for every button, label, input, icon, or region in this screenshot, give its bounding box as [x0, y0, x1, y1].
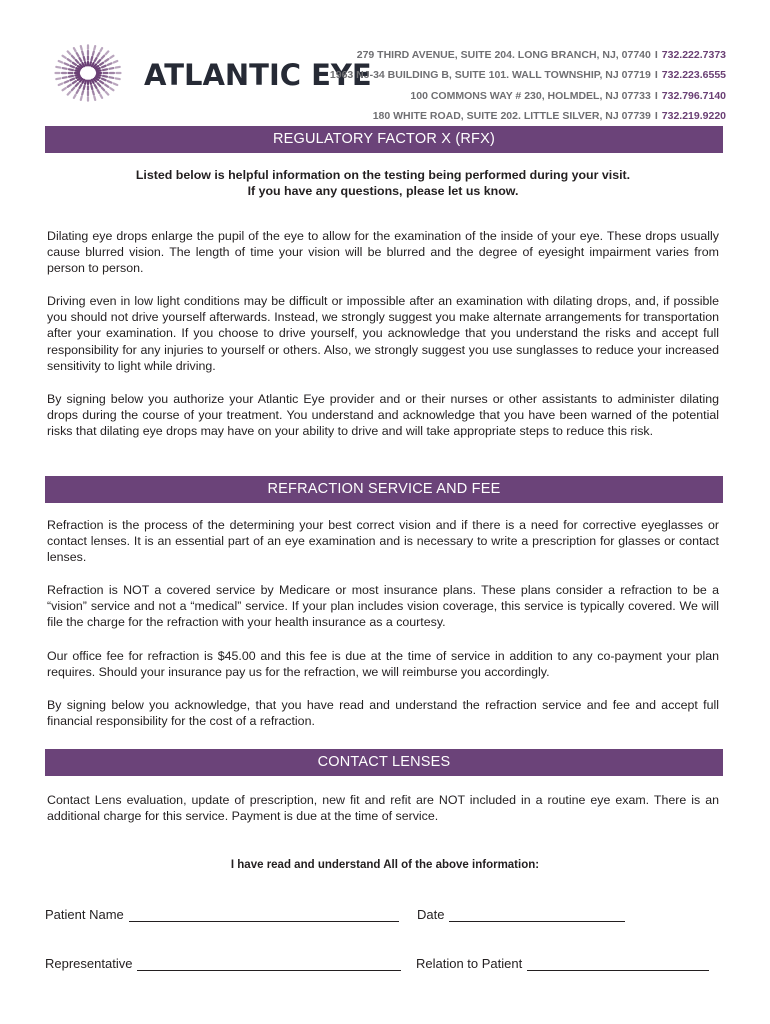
refraction-paragraph-1: Refraction is the process of the determining your best correct vision and if there is a need for corrective eyeglasses or contact lenses. It is an essential part of an eye examination and is necessary to write a prescription for glasses or contact lenses.	[47, 518, 719, 565]
intro-text	[47, 167, 719, 199]
refraction-paragraph-4: By signing below you acknowledge, that you have read and understand the refraction service and fee and accept full financial responsibility for the cost of a refraction.	[47, 698, 719, 729]
relation-label: Relation to Patient	[416, 956, 523, 971]
address-line: 279 THIRD AVENUE, SUITE 204. LONG BRANCH, NJ, 07740 I 732.222.7373	[356, 49, 726, 61]
section-title-refraction: REFRACTION SERVICE AND FEE	[45, 476, 723, 503]
logo-text: ATLANTIC EYE	[144, 58, 372, 92]
acknowledgement-statement: I have read and understand All of the above information:	[230, 859, 540, 871]
patient-name-field[interactable]	[45, 907, 399, 922]
phone-number: 732.222.7373	[661, 49, 726, 61]
sunburst-eye-icon	[44, 40, 140, 110]
patient-name-line[interactable]	[129, 907, 399, 922]
representative-field[interactable]	[45, 956, 401, 971]
phone-number: 732.796.7140	[661, 89, 726, 102]
address-line: 180 WHITE ROAD, SUITE 202. LITTLE SILVER, NJ 07739 I 732.219.9220	[372, 109, 726, 122]
contacts-paragraph-1: Contact Lens evaluation, update of prescription, new fit and refit are NOT included in a routine eye exam. There is an additional charge for this service. Payment is due at the time of service.	[47, 793, 719, 824]
rfx-paragraph-2: Driving even in low light conditions may be difficult or impossible after an examination with dilating drops, and, if possible you should not drive yourself afterwards. Instead, we strongly suggest you make alternate arrangements for transportation after your examination. If you choose to drive yourself, you acknowledge that you understand the risks and accept full responsibility for any injuries to yourself or others. Also, we strongly suggest you use sunglasses to reduce your increased sensitivity to light while driving.	[47, 294, 719, 373]
address-line: 100 COMMONS WAY # 230, HOLMDEL, NJ 07733 I 732.796.7140	[410, 89, 726, 102]
office-addresses	[306, 45, 726, 126]
date-label: Date	[417, 907, 445, 922]
representative-label: Representative	[45, 956, 133, 971]
rfx-paragraph-3: By signing below you authorize your Atlantic Eye provider and or their nurses or other assistants to administer dilating drops during the course of your treatment. You understand and acknowledge that you have been warned of the potential risks that dilating eye drops may have on your ability to drive and will take appropriate steps to reduce this risk.	[47, 392, 719, 439]
representative-line[interactable]	[137, 956, 401, 971]
intro-line-2: If you have any questions, please let us know.	[247, 184, 519, 199]
patient-name-label: Patient Name	[45, 907, 124, 922]
phone-number: 732.223.6555	[661, 69, 726, 82]
intro-line-1: Listed below is helpful information on the testing being performed during your visit.	[135, 168, 631, 182]
relation-to-patient-field[interactable]	[416, 956, 709, 971]
section-title-rfx: REGULATORY FACTOR X (RFX)	[45, 126, 723, 153]
refraction-paragraph-3: Our office fee for refraction is $45.00 and this fee is due at the time of service in addition to any co-payment your plan requires. Should your insurance pay us for the refraction, we will reimburse you accordingly.	[47, 649, 719, 680]
date-line[interactable]	[449, 907, 625, 922]
section-title-contacts: CONTACT LENSES	[45, 749, 723, 776]
phone-number: 732.219.9220	[661, 109, 726, 122]
date-field[interactable]	[417, 907, 625, 922]
refraction-paragraph-2: Refraction is NOT a covered service by Medicare or most insurance plans. These plans consider a refraction to be a “vision” service and not a “medical” service. If your plan includes vision coverage, this service is typically covered. We will file the charge for the refraction with your health insurance as a courtesy.	[47, 583, 719, 630]
address-line: 1963 NJ-34 BUILDING B, SUITE 101. WALL TOWNSHIP, NJ 07719 I 732.223.6555	[329, 69, 726, 82]
relation-line[interactable]	[527, 956, 709, 971]
rfx-paragraph-1: Dilating eye drops enlarge the pupil of the eye to allow for the examination of the inside of your eye. These drops usually cause blurred vision. The length of time your vision will be blurred and the degree of eyesight impairment varies from person to person.	[47, 229, 719, 276]
